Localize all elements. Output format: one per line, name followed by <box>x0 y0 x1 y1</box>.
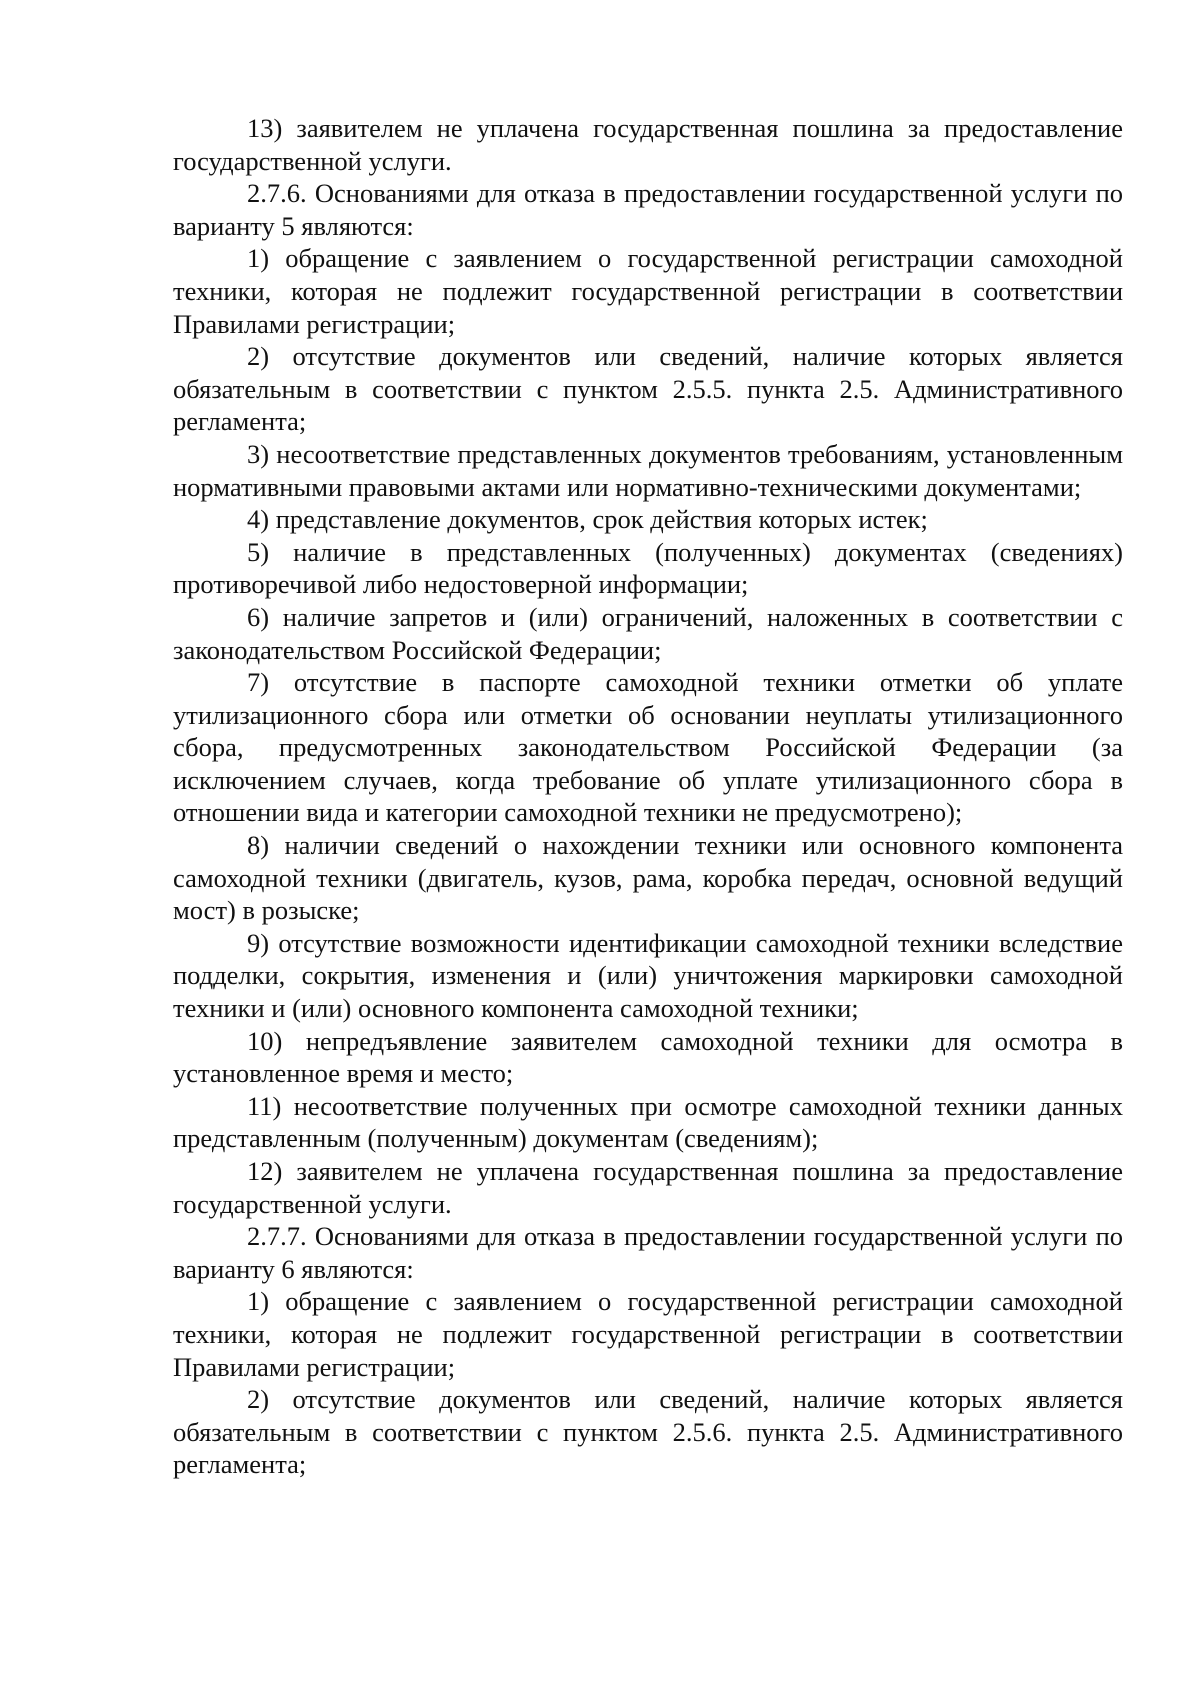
document-page <box>173 112 1123 1481</box>
paragraph-v5-item-7: 7) отсутствие в паспорте самоходной техники отметки об уплате утилизационного сбора или отметки об основании неуплаты утилизационного сбора, предусмотренных законодательством Российской Федерации (за исключением случаев, когда требование об уплате утилизационного сбора в отношении вида и категории самоходной техники не предусмотрено); <box>173 667 1123 828</box>
paragraph-v5-item-11: 11) несоответствие полученных при осмотре самоходной техники данных представленным (полученным) документам (сведениям); <box>173 1090 1123 1154</box>
paragraph-v6-item-2: 2) отсутствие документов или сведений, наличие которых является обязательным в соответствии с пунктом 2.5.6. пункта 2.5. Административного регламента; <box>173 1384 1123 1480</box>
paragraph-2-7-7-heading: 2.7.7. Основаниями для отказа в предоставлении государственной услуги по варианту 6 являются: <box>173 1221 1123 1284</box>
paragraph-v5-item-9: 9) отсутствие возможности идентификации самоходной техники вследствие подделки, сокрытия, изменения и (или) уничтожения маркировки самоходной техники и (или) основного компонента самоходной техники; <box>173 927 1123 1024</box>
paragraph-v5-item-8: 8) наличии сведений о нахождении техники или основного компонента самоходной техники (двигатель, кузов, рама, коробка передач, основной ведущий мост) в розыске; <box>173 830 1123 926</box>
paragraph-v5-item-10: 10) непредъявление заявителем самоходной техники для осмотра в установленное время и место; <box>173 1025 1123 1089</box>
paragraph-v6-item-1: 1) обращение с заявлением о государственной регистрации самоходной техники, которая не подлежит государственной регистрации в соответствии Правилами регистрации; <box>173 1286 1123 1382</box>
paragraph-v5-item-1: 1) обращение с заявлением о государственной регистрации самоходной техники, которая не подлежит государственной регистрации в соответствии Правилами регистрации; <box>173 243 1123 339</box>
paragraph-v5-item-5: 5) наличие в представленных (полученных) документах (сведениях) противоречивой либо недостоверной информации; <box>173 536 1123 600</box>
paragraph-v5-item-6: 6) наличие запретов и (или) ограничений, наложенных в соответствии с законодательством Российской Федерации; <box>173 601 1123 665</box>
paragraph-v5-item-4: 4) представление документов, срок действия которых истек; <box>247 504 928 535</box>
paragraph-v5-item-12: 12) заявителем не уплачена государственная пошлина за предоставление государственной услуги. <box>173 1156 1123 1219</box>
paragraph-2-7-6-heading: 2.7.6. Основаниями для отказа в предоставлении государственной услуги по варианту 5 являются: <box>173 178 1123 241</box>
paragraph-v5-item-2: 2) отсутствие документов или сведений, наличие которых является обязательным в соответствии с пунктом 2.5.5. пункта 2.5. Административного регламента; <box>173 341 1123 437</box>
paragraph-v5-item-3: 3) несоответствие представленных документов требованиям, установленным нормативными правовыми актами или нормативно-техническими документами; <box>173 438 1123 502</box>
paragraph-13-state-fee: 13) заявителем не уплачена государственная пошлина за предоставление государственной услуги. <box>173 113 1123 176</box>
